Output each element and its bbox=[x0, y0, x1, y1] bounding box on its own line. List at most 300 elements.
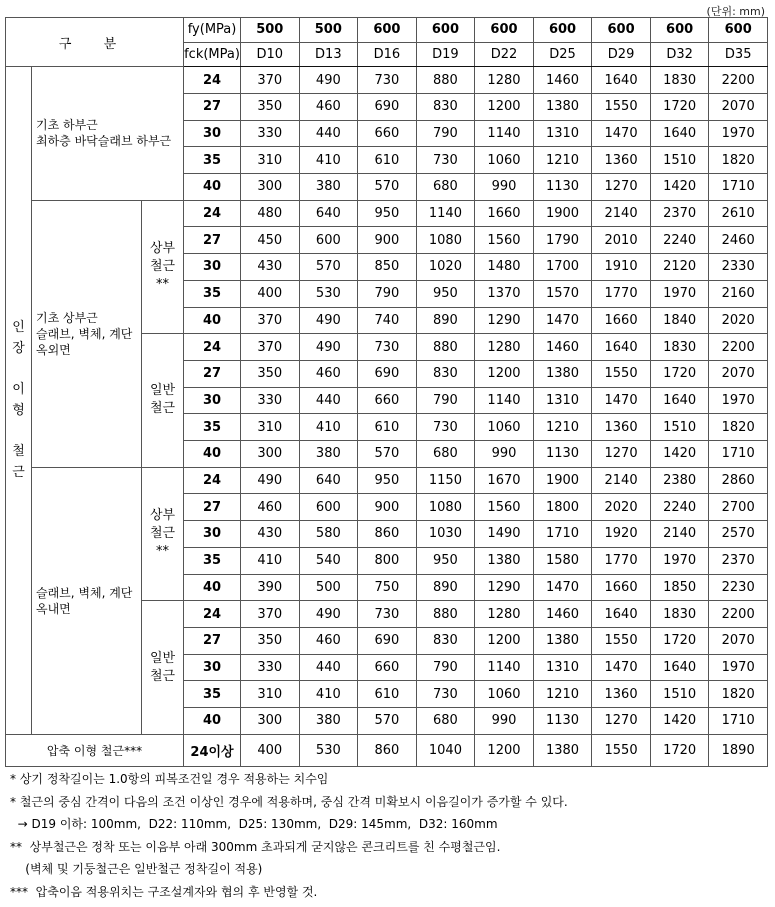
length-value: 1310 bbox=[533, 120, 592, 147]
length-value: 730 bbox=[416, 414, 475, 441]
length-value: 380 bbox=[299, 441, 358, 468]
length-value: 1060 bbox=[475, 147, 534, 174]
length-value: 1130 bbox=[533, 708, 592, 735]
length-value: 900 bbox=[358, 494, 417, 521]
length-value: 1720 bbox=[650, 734, 709, 766]
length-value: 300 bbox=[241, 441, 300, 468]
length-value: 1210 bbox=[533, 414, 592, 441]
length-value: 410 bbox=[241, 547, 300, 574]
length-value: 1770 bbox=[592, 547, 651, 574]
length-value: 460 bbox=[241, 494, 300, 521]
fy-value: 600 bbox=[416, 18, 475, 43]
footnote-line: * 철근의 중심 간격이 다음의 조건 이상인 경우에 적용하며, 중심 간격 미확보시 이음길이가 증가할 수 있다. bbox=[10, 794, 568, 809]
length-value: 790 bbox=[358, 280, 417, 307]
subgroup-label bbox=[142, 601, 184, 735]
length-value: 950 bbox=[358, 200, 417, 227]
length-value: 1710 bbox=[709, 708, 768, 735]
length-value: 500 bbox=[299, 574, 358, 601]
table-row bbox=[6, 467, 768, 494]
length-value: 890 bbox=[416, 574, 475, 601]
length-value: 660 bbox=[358, 387, 417, 414]
length-value: 310 bbox=[241, 414, 300, 441]
length-value: 1820 bbox=[709, 147, 768, 174]
length-value: 1660 bbox=[592, 574, 651, 601]
length-value: 1970 bbox=[709, 654, 768, 681]
length-value: 1460 bbox=[533, 67, 592, 94]
length-value: 790 bbox=[416, 120, 475, 147]
length-value: 2020 bbox=[709, 307, 768, 334]
length-value: 1380 bbox=[533, 734, 592, 766]
length-value: 570 bbox=[358, 441, 417, 468]
fck-value: 24 bbox=[184, 200, 241, 227]
fy-label: fy(MPa) bbox=[184, 18, 241, 43]
bar-size: D25 bbox=[533, 42, 592, 67]
length-value: 410 bbox=[299, 414, 358, 441]
lap-length-table bbox=[5, 17, 768, 767]
length-value: 2330 bbox=[709, 254, 768, 281]
length-value: 2240 bbox=[650, 494, 709, 521]
fck-value: 40 bbox=[184, 708, 241, 735]
length-value: 1020 bbox=[416, 254, 475, 281]
length-value: 660 bbox=[358, 120, 417, 147]
compression-row bbox=[6, 734, 768, 766]
length-value: 2200 bbox=[709, 67, 768, 94]
category-label-line: 슬래브, 벽체, 계단 bbox=[36, 585, 133, 600]
length-value: 1140 bbox=[475, 387, 534, 414]
length-value: 1080 bbox=[416, 494, 475, 521]
length-value: 990 bbox=[475, 174, 534, 201]
length-value: 2570 bbox=[709, 521, 768, 548]
length-value: 1720 bbox=[650, 627, 709, 654]
length-value: 740 bbox=[358, 307, 417, 334]
fy-value: 600 bbox=[358, 18, 417, 43]
length-value: 380 bbox=[299, 708, 358, 735]
length-value: 680 bbox=[416, 174, 475, 201]
length-value: 530 bbox=[299, 734, 358, 766]
length-value: 1580 bbox=[533, 547, 592, 574]
group-label-vertical-line: 철 bbox=[12, 444, 25, 460]
length-value: 690 bbox=[358, 627, 417, 654]
length-value: 1640 bbox=[650, 120, 709, 147]
length-value: 1270 bbox=[592, 708, 651, 735]
length-value: 1060 bbox=[475, 681, 534, 708]
length-value: 1130 bbox=[533, 174, 592, 201]
fck-value: 27 bbox=[184, 494, 241, 521]
length-value: 1380 bbox=[475, 547, 534, 574]
length-value: 2370 bbox=[650, 200, 709, 227]
length-value: 1040 bbox=[416, 734, 475, 766]
length-value: 1710 bbox=[709, 174, 768, 201]
length-value: 570 bbox=[358, 708, 417, 735]
footnote-line: → D19 이하: 100mm, D22: 110mm, D25: 130mm, D29: 145mm, D32: 160mm bbox=[10, 817, 498, 831]
length-value: 1140 bbox=[475, 654, 534, 681]
length-value: 1200 bbox=[475, 360, 534, 387]
length-value: 1820 bbox=[709, 414, 768, 441]
fck-value: 24 bbox=[184, 67, 241, 94]
fy-value: 600 bbox=[533, 18, 592, 43]
length-value: 1710 bbox=[709, 441, 768, 468]
length-value: 1790 bbox=[533, 227, 592, 254]
length-value: 1640 bbox=[650, 654, 709, 681]
length-value: 1550 bbox=[592, 93, 651, 120]
length-value: 1210 bbox=[533, 147, 592, 174]
length-value: 830 bbox=[416, 627, 475, 654]
length-value: 380 bbox=[299, 174, 358, 201]
length-value: 660 bbox=[358, 654, 417, 681]
length-value: 390 bbox=[241, 574, 300, 601]
length-value: 860 bbox=[358, 521, 417, 548]
length-value: 1640 bbox=[650, 387, 709, 414]
length-value: 2200 bbox=[709, 601, 768, 628]
length-value: 1470 bbox=[592, 120, 651, 147]
length-value: 1310 bbox=[533, 387, 592, 414]
length-value: 1470 bbox=[533, 307, 592, 334]
length-value: 460 bbox=[299, 93, 358, 120]
group-label-vertical bbox=[6, 67, 32, 735]
fck-value: 40 bbox=[184, 441, 241, 468]
length-value: 2140 bbox=[592, 467, 651, 494]
length-value: 1510 bbox=[650, 681, 709, 708]
length-value: 1560 bbox=[475, 227, 534, 254]
length-value: 680 bbox=[416, 708, 475, 735]
length-value: 990 bbox=[475, 441, 534, 468]
unit-note: (단위: mm) bbox=[706, 5, 765, 18]
fck-value: 40 bbox=[184, 174, 241, 201]
length-value: 370 bbox=[241, 307, 300, 334]
length-value: 610 bbox=[358, 681, 417, 708]
footnote-line: (벽체 및 기둥철근은 일반철근 정착길이 적용) bbox=[10, 862, 263, 876]
length-value: 1420 bbox=[650, 441, 709, 468]
length-value: 460 bbox=[299, 627, 358, 654]
fck-value: 24 bbox=[184, 334, 241, 361]
length-value: 1470 bbox=[533, 574, 592, 601]
fck-value: 40 bbox=[184, 574, 241, 601]
length-value: 1800 bbox=[533, 494, 592, 521]
length-value: 1970 bbox=[650, 547, 709, 574]
length-value: 440 bbox=[299, 387, 358, 414]
length-value: 490 bbox=[299, 67, 358, 94]
length-value: 730 bbox=[358, 601, 417, 628]
group-label-vertical-line: 인 bbox=[12, 320, 25, 336]
length-value: 2020 bbox=[592, 494, 651, 521]
length-value: 950 bbox=[416, 280, 475, 307]
group-label-vertical-line: 장 bbox=[12, 341, 25, 357]
length-value: 480 bbox=[241, 200, 300, 227]
length-value: 1290 bbox=[475, 307, 534, 334]
gubun-header: 구 분 bbox=[6, 18, 184, 67]
length-value: 1550 bbox=[592, 734, 651, 766]
length-value: 1380 bbox=[533, 93, 592, 120]
length-value: 690 bbox=[358, 93, 417, 120]
length-value: 400 bbox=[241, 734, 300, 766]
length-value: 1370 bbox=[475, 280, 534, 307]
fck-value: 27 bbox=[184, 227, 241, 254]
length-value: 1060 bbox=[475, 414, 534, 441]
footnote-line: ** 상부철근은 정착 또는 이음부 아래 300mm 초과되게 굳지않은 콘크리트를 친 수평철근임. bbox=[10, 839, 501, 854]
fck-value: 27 bbox=[184, 627, 241, 654]
length-value: 1480 bbox=[475, 254, 534, 281]
length-value: 370 bbox=[241, 67, 300, 94]
length-value: 890 bbox=[416, 307, 475, 334]
length-value: 1360 bbox=[592, 414, 651, 441]
fy-value: 600 bbox=[475, 18, 534, 43]
length-value: 1670 bbox=[475, 467, 534, 494]
length-value: 860 bbox=[358, 734, 417, 766]
fck-value: 35 bbox=[184, 547, 241, 574]
length-value: 1130 bbox=[533, 441, 592, 468]
length-value: 1150 bbox=[416, 467, 475, 494]
subgroup-label-line: 철근 bbox=[149, 258, 176, 274]
length-value: 1920 bbox=[592, 521, 651, 548]
length-value: 330 bbox=[241, 120, 300, 147]
length-value: 1380 bbox=[533, 360, 592, 387]
length-value: 1900 bbox=[533, 200, 592, 227]
length-value: 610 bbox=[358, 147, 417, 174]
length-value: 730 bbox=[416, 681, 475, 708]
fck-value: 30 bbox=[184, 654, 241, 681]
length-value: 790 bbox=[416, 654, 475, 681]
length-value: 450 bbox=[241, 227, 300, 254]
table-row bbox=[6, 200, 768, 227]
fck-value: 24 bbox=[184, 467, 241, 494]
length-value: 2860 bbox=[709, 467, 768, 494]
length-value: 570 bbox=[299, 254, 358, 281]
length-value: 640 bbox=[299, 200, 358, 227]
length-value: 310 bbox=[241, 681, 300, 708]
bar-size: D19 bbox=[416, 42, 475, 67]
length-value: 300 bbox=[241, 708, 300, 735]
length-value: 1200 bbox=[475, 627, 534, 654]
subgroup-label-line: 철근 bbox=[149, 401, 176, 417]
length-value: 1700 bbox=[533, 254, 592, 281]
length-value: 950 bbox=[416, 547, 475, 574]
length-value: 1280 bbox=[475, 601, 534, 628]
length-value: 1910 bbox=[592, 254, 651, 281]
length-value: 1560 bbox=[475, 494, 534, 521]
length-value: 540 bbox=[299, 547, 358, 574]
fy-value: 600 bbox=[592, 18, 651, 43]
length-value: 1830 bbox=[650, 601, 709, 628]
length-value: 2070 bbox=[709, 627, 768, 654]
subgroup-label-line: 상부 bbox=[149, 240, 176, 256]
length-value: 1640 bbox=[592, 601, 651, 628]
length-value: 330 bbox=[241, 654, 300, 681]
length-value: 830 bbox=[416, 360, 475, 387]
length-value: 310 bbox=[241, 147, 300, 174]
category-label-line: 기초 상부근 bbox=[36, 310, 98, 325]
subgroup-label-line: 철근 bbox=[149, 525, 176, 541]
length-value: 1550 bbox=[592, 360, 651, 387]
length-value: 440 bbox=[299, 654, 358, 681]
fck-value: 40 bbox=[184, 307, 241, 334]
length-value: 490 bbox=[241, 467, 300, 494]
length-value: 2140 bbox=[650, 521, 709, 548]
length-value: 1720 bbox=[650, 93, 709, 120]
group-label-vertical-line: 근 bbox=[12, 465, 25, 481]
length-value: 1380 bbox=[533, 627, 592, 654]
fck-value: 27 bbox=[184, 360, 241, 387]
fck-value: 30 bbox=[184, 521, 241, 548]
length-value: 410 bbox=[299, 147, 358, 174]
length-value: 490 bbox=[299, 307, 358, 334]
length-value: 1420 bbox=[650, 174, 709, 201]
length-value: 1200 bbox=[475, 734, 534, 766]
fck-value: 27 bbox=[184, 93, 241, 120]
length-value: 610 bbox=[358, 414, 417, 441]
length-value: 950 bbox=[358, 467, 417, 494]
footnote-line: * 상기 정착길이는 1.0항의 피복조건일 경우 적용하는 치수임 bbox=[10, 772, 329, 786]
length-value: 790 bbox=[416, 387, 475, 414]
category-label-line: 기초 하부근 bbox=[36, 118, 98, 133]
length-value: 300 bbox=[241, 174, 300, 201]
length-value: 1030 bbox=[416, 521, 475, 548]
category-label-line: 옥외면 bbox=[36, 342, 71, 357]
length-value: 1970 bbox=[650, 280, 709, 307]
length-value: 1310 bbox=[533, 654, 592, 681]
fy-value: 500 bbox=[299, 18, 358, 43]
bar-size: D29 bbox=[592, 42, 651, 67]
fck-value: 35 bbox=[184, 681, 241, 708]
length-value: 800 bbox=[358, 547, 417, 574]
category-label-line: 옥내면 bbox=[36, 601, 71, 616]
length-value: 600 bbox=[299, 227, 358, 254]
length-value: 1830 bbox=[650, 67, 709, 94]
length-value: 2610 bbox=[709, 200, 768, 227]
length-value: 730 bbox=[416, 147, 475, 174]
footnote-line: *** 압축이음 적용위치는 구조설계자와 협의 후 반영할 것. bbox=[10, 884, 318, 899]
length-value: 990 bbox=[475, 708, 534, 735]
subgroup-label-line: 상부 bbox=[149, 507, 176, 523]
length-value: 1200 bbox=[475, 93, 534, 120]
length-value: 2240 bbox=[650, 227, 709, 254]
length-value: 1970 bbox=[709, 387, 768, 414]
length-value: 1460 bbox=[533, 601, 592, 628]
length-value: 730 bbox=[358, 67, 417, 94]
length-value: 1360 bbox=[592, 147, 651, 174]
length-value: 580 bbox=[299, 521, 358, 548]
table-row bbox=[6, 67, 768, 94]
length-value: 2370 bbox=[709, 547, 768, 574]
length-value: 1360 bbox=[592, 681, 651, 708]
length-value: 1570 bbox=[533, 280, 592, 307]
length-value: 2070 bbox=[709, 93, 768, 120]
length-value: 900 bbox=[358, 227, 417, 254]
length-value: 350 bbox=[241, 93, 300, 120]
category-label bbox=[32, 200, 142, 467]
length-value: 880 bbox=[416, 67, 475, 94]
category-label-line: 최하층 바닥슬래브 하부근 bbox=[36, 134, 172, 149]
length-value: 460 bbox=[299, 360, 358, 387]
length-value: 1660 bbox=[592, 307, 651, 334]
fy-value: 500 bbox=[241, 18, 300, 43]
length-value: 1550 bbox=[592, 627, 651, 654]
compression-fck: 24이상 bbox=[184, 734, 241, 766]
bar-size: D35 bbox=[709, 42, 768, 67]
length-value: 640 bbox=[299, 467, 358, 494]
length-value: 730 bbox=[358, 334, 417, 361]
length-value: 400 bbox=[241, 280, 300, 307]
length-value: 430 bbox=[241, 521, 300, 548]
length-value: 1850 bbox=[650, 574, 709, 601]
length-value: 2160 bbox=[709, 280, 768, 307]
subgroup-label-line: ** bbox=[156, 276, 169, 292]
length-value: 830 bbox=[416, 93, 475, 120]
length-value: 2380 bbox=[650, 467, 709, 494]
length-value: 1770 bbox=[592, 280, 651, 307]
length-value: 1280 bbox=[475, 67, 534, 94]
fck-value: 24 bbox=[184, 601, 241, 628]
length-value: 690 bbox=[358, 360, 417, 387]
fy-value: 600 bbox=[709, 18, 768, 43]
length-value: 1420 bbox=[650, 708, 709, 735]
category-label bbox=[32, 467, 142, 734]
length-value: 2700 bbox=[709, 494, 768, 521]
subgroup-label bbox=[142, 200, 184, 334]
length-value: 1890 bbox=[709, 734, 768, 766]
length-value: 1640 bbox=[592, 334, 651, 361]
group-label-vertical-line: 형 bbox=[12, 403, 25, 419]
length-value: 880 bbox=[416, 334, 475, 361]
fck-value: 35 bbox=[184, 280, 241, 307]
length-value: 1820 bbox=[709, 681, 768, 708]
length-value: 370 bbox=[241, 601, 300, 628]
bar-size: D22 bbox=[475, 42, 534, 67]
subgroup-label-line: 철근 bbox=[149, 668, 176, 684]
category-label-line: 슬래브, 벽체, 계단 bbox=[36, 326, 133, 341]
fck-value: 35 bbox=[184, 147, 241, 174]
footnotes bbox=[10, 768, 770, 903]
subgroup-label-line: ** bbox=[156, 543, 169, 559]
category-label bbox=[32, 67, 184, 201]
length-value: 1510 bbox=[650, 147, 709, 174]
length-value: 530 bbox=[299, 280, 358, 307]
bar-size: D10 bbox=[241, 42, 300, 67]
length-value: 440 bbox=[299, 120, 358, 147]
subgroup-label bbox=[142, 334, 184, 468]
length-value: 1840 bbox=[650, 307, 709, 334]
fck-value: 30 bbox=[184, 120, 241, 147]
length-value: 350 bbox=[241, 627, 300, 654]
length-value: 600 bbox=[299, 494, 358, 521]
fy-value: 600 bbox=[650, 18, 709, 43]
fck-value: 35 bbox=[184, 414, 241, 441]
length-value: 1280 bbox=[475, 334, 534, 361]
length-value: 570 bbox=[358, 174, 417, 201]
length-value: 1510 bbox=[650, 414, 709, 441]
group-label-vertical-line: 이 bbox=[12, 382, 25, 398]
length-value: 1270 bbox=[592, 174, 651, 201]
bar-size: D13 bbox=[299, 42, 358, 67]
length-value: 370 bbox=[241, 334, 300, 361]
length-value: 430 bbox=[241, 254, 300, 281]
length-value: 1490 bbox=[475, 521, 534, 548]
length-value: 680 bbox=[416, 441, 475, 468]
length-value: 2010 bbox=[592, 227, 651, 254]
length-value: 1470 bbox=[592, 654, 651, 681]
length-value: 2230 bbox=[709, 574, 768, 601]
length-value: 2200 bbox=[709, 334, 768, 361]
length-value: 880 bbox=[416, 601, 475, 628]
length-value: 850 bbox=[358, 254, 417, 281]
subgroup-label-line: 일반 bbox=[149, 383, 176, 399]
length-value: 1140 bbox=[475, 120, 534, 147]
bar-size: D32 bbox=[650, 42, 709, 67]
fck-value: 30 bbox=[184, 254, 241, 281]
length-value: 1660 bbox=[475, 200, 534, 227]
subgroup-label bbox=[142, 467, 184, 601]
length-value: 1460 bbox=[533, 334, 592, 361]
length-value: 1080 bbox=[416, 227, 475, 254]
